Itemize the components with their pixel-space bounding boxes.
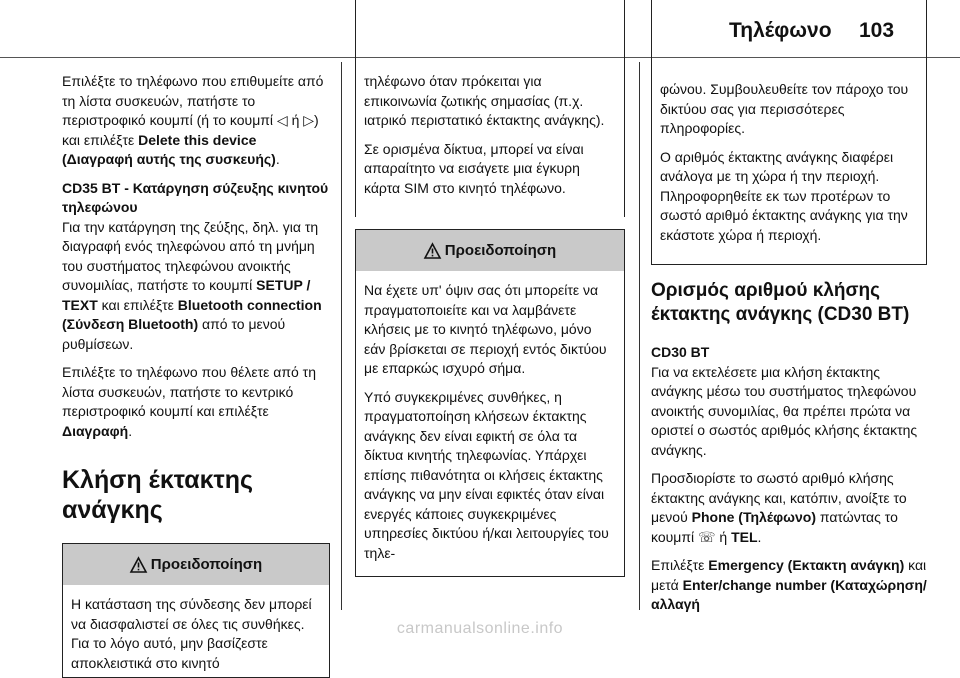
warning-continued: τηλέφωνο όταν πρόκειται για επικοινωνία ζωτικής σημασίας (π.χ. ιατρικό περιστατικό έκτακτης ανάγκης). Σε ορισμένα δίκτυα, μπορεί να είναι απαραίτητο να εισάγετε μια έγκυρη κάρτα SIM στο κινητό τηλέφωνο.: [355, 0, 625, 217]
warning-text: Η κατάσταση της σύνδεσης δεν μπορεί να διασφαλιστεί σε όλες τις συνθήκες. Για το λόγο αυτό, μην βασίζεστε αποκλειστικά στο κινητό: [71, 596, 312, 671]
column-divider: [639, 62, 640, 610]
paragraph: Για να εκτελέσετε μια κλήση έκτακτης ανάγκης μέσω του συστήματος τηλεφώνου ανοικτής συνομιλίας, θα πρέπει πρώτα να οριστεί ο σωστός αριθμός κλήσης έκτακτης ανάγκης.: [651, 363, 918, 458]
column-left: [62, 72, 330, 678]
warning-box: [62, 543, 330, 678]
page-header-title: Τηλέφωνο: [729, 19, 832, 42]
warning-header: Προειδοποίηση: [63, 544, 329, 585]
warning-continued: φώνου. Συμβουλευθείτε τον πάροχο του δικτύου σας για περισσότερες πληροφορίες. Ο αριθμός έκτακτης ανάγκης διαφέρει ανάλογα με τη χώρα ή την περιοχή. Πληροφορηθείτε εκ των προτέρων το σωστό αριθμό έκτακτης ανάγκης για την εκάστοτε χώρα ή περιοχή.: [651, 0, 927, 265]
warning-text: Να έχετε υπ' όψιν σας ότι μπορείτε να πραγματοποιείτε και να λαμβάνετε κλήσεις με το κινητό τηλέφωνο, μόνο εάν βρίσκεται σε περιοχή εντός δικτύου με επαρκώς ισχυρό σήμα. Υπό συγκεκριμένες συνθήκες, η πραγματοποίηση κλήσεων έκτακτης ανάγκης δεν είναι εφικτή σε όλα τα δίκτυα κινητής τηλεφωνίας. Υπάρχει επίσης πιθανότητα οι κλήσεις έκτακτης ανάγκης να μην είναι εφικτές όταν είναι ενεργές κάποιες συγκεκριμένες υπηρεσίες δικτύου ή/και λειτουργίες του τηλε-: [364, 282, 609, 561]
paragraph: Για την κατάργηση της ζεύξης, δηλ. για τη διαγραφή ενός τηλεφώνου από τη μνήμη του συστήματος τηλεφώνου ανοικτής συνομιλίας, πατήστε το κουμπί SETUP / TEXT και επιλέξτε Bluetooth connection (Σύνδεση Bluetooth) από το μενού ρυθμίσεων.: [62, 218, 322, 352]
paragraph: Επιλέξτε το τηλέφωνο που θέλετε από τη λίστα συσκευών, πατήστε το κεντρικό περιστροφικό κουμπί και επιλέξτε Διαγραφή.: [62, 364, 316, 439]
paragraph: Επιλέξτε το τηλέφωνο που επιθυμείτε από τη λίστα συσκευών, πατήστε το περιστροφικό κουμπί (ή το κουμπί ◁ ή ▷) και επιλέξτε Delete this device (Διαγραφή αυτής της συσκευής).: [62, 73, 324, 167]
warning-icon: [130, 557, 147, 573]
warning-box: [355, 229, 625, 577]
section-heading: Ορισμός αριθμού κλήσης έκτακτης ανάγκης (CD30 BT): [651, 280, 910, 325]
page-number: 103: [859, 19, 895, 42]
column-middle: [355, 0, 625, 577]
watermark: carmanualsonline.info: [396, 620, 564, 637]
paragraph: Επιλέξτε Emergency (Εκτακτη ανάγκη) και μετά Enter/change number (Καταχώρηση/αλλαγή: [651, 557, 927, 612]
column-divider: [341, 62, 342, 610]
section-heading: Κλήση έκτακτης ανάγκης: [62, 466, 253, 524]
paragraph: Προσδιορίστε το σωστό αριθμό κλήσης έκτακτης ανάγκης και, κατόπιν, ανοίξτε το μενού Phone (Τηλέφωνο) πατώντας το κουμπί ☏ ή TEL.: [651, 470, 907, 545]
warning-header: Προειδοποίηση: [356, 230, 624, 271]
column-right: [651, 0, 927, 624]
subheading: CD30 BT: [651, 344, 710, 360]
subheading: CD35 BT - Κατάργηση σύζευξης κινητού τηλεφώνου: [62, 179, 329, 215]
warning-icon: [424, 243, 441, 259]
